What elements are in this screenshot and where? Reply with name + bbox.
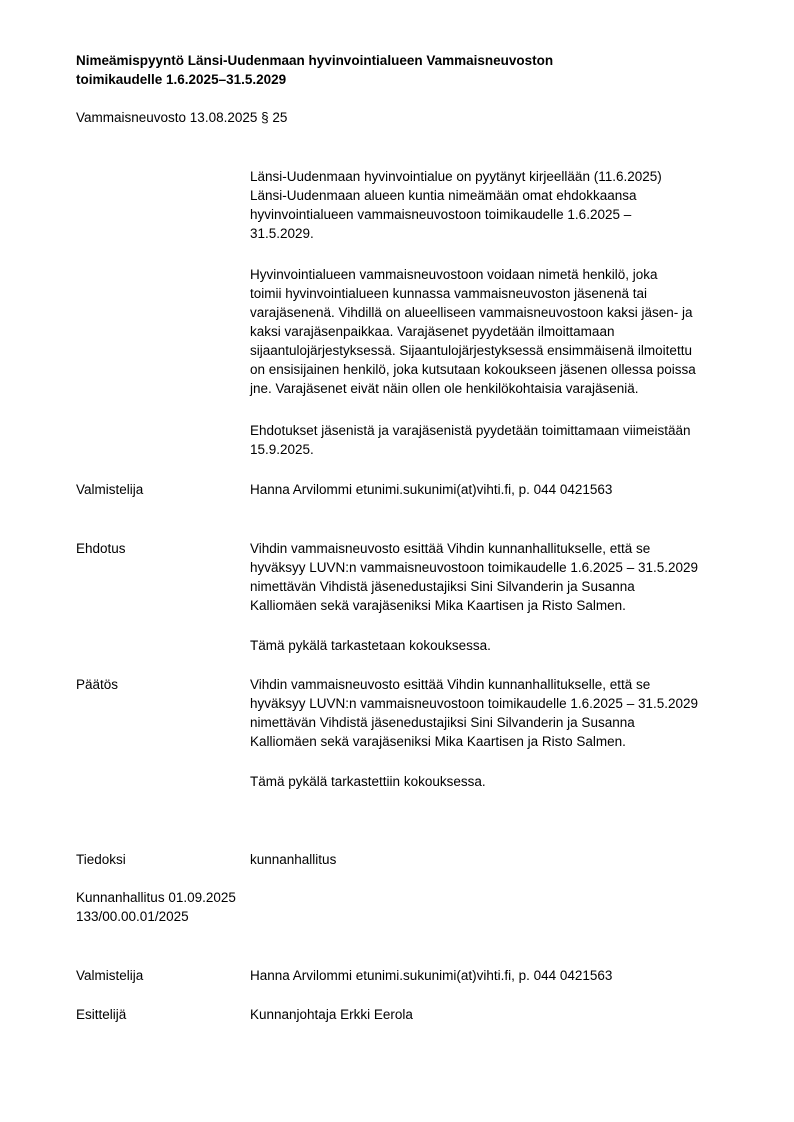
text-line: Ehdotukset jäsenistä ja varajäsenistä pyydetään toimittamaan viimeistään (250, 423, 691, 438)
text-line: Kalliomäen sekä varajäseniksi Mika Kaartisen ja Risto Salmen. (250, 598, 626, 613)
kunnanhallitus-reference (76, 888, 236, 926)
text-line: on ensisijainen henkilö, joka kutsutaan kokoukseen jäsenen ollessa poissa (250, 362, 696, 377)
text-line: Kalliomäen sekä varajäseniksi Mika Kaartisen ja Risto Salmen. (250, 734, 626, 749)
title-line: Nimeämispyyntö Länsi-Uudenmaan hyvinvointialueen Vammaisneuvoston (76, 53, 554, 68)
esittelija-label: Esittelijä (76, 1007, 127, 1022)
title-line: toimikaudelle 1.6.2025–31.5.2029 (76, 72, 287, 87)
document-title (76, 51, 553, 89)
text-line: hyväksyy LUVN:n vammaisneuvostoon toimikaudelle 1.6.2025 – 31.5.2029 (250, 696, 699, 711)
ehdotus-text (250, 539, 698, 615)
ehdotus-note: Tämä pykälä tarkastetaan kokouksessa. (250, 638, 491, 653)
valmistelija-value: Hanna Arvilommi etunimi.sukunimi(at)vihti.fi, p. 044 0421563 (250, 482, 613, 497)
intro-paragraph-1 (250, 167, 662, 243)
ehdotus-label: Ehdotus (76, 541, 126, 556)
text-line: varajäsenenä. Vihdillä on alueelliseen vammaisneuvostoon kaksi jäsen- ja (250, 305, 693, 320)
text-line: Kunnanhallitus 01.09.2025 (76, 890, 236, 905)
text-line: Länsi-Uudenmaan hyvinvointialue on pyytänyt kirjeellään (11.6.2025) (250, 169, 662, 184)
paatos-label: Päätös (76, 677, 119, 692)
text-line: toimii hyvinvointialueen kunnassa vammaisneuvoston jäsenenä tai (250, 286, 647, 301)
text-line: kaksi varajäsenpaikkaa. Varajäsenet pyydetään ilmoittamaan (250, 324, 615, 339)
tiedoksi-label: Tiedoksi (76, 852, 126, 867)
text-line: hyvinvointialueen vammaisneuvostoon toimikaudelle 1.6.2025 – (250, 207, 632, 222)
text-line: 133/00.00.01/2025 (76, 909, 189, 924)
text-line: hyväksyy LUVN:n vammaisneuvostoon toimikaudelle 1.6.2025 – 31.5.2029 (250, 560, 699, 575)
text-line: Länsi-Uudenmaan alueen kuntia nimeämään omat ehdokkaansa (250, 188, 637, 203)
text-line: 31.5.2029. (250, 226, 314, 241)
valmistelija-label: Valmistelija (76, 482, 144, 497)
intro-paragraph-3 (250, 421, 691, 459)
text-line: sijaantulojärjestyksessä. Sijaantulojärjestyksessä ensimmäisenä ilmoitettu (250, 343, 692, 358)
text-line: Vihdin vammaisneuvosto esittää Vihdin kunnanhallitukselle, että se (250, 541, 651, 556)
text-line: Vihdin vammaisneuvosto esittää Vihdin kunnanhallitukselle, että se (250, 677, 651, 692)
text-line: jne. Varajäsenet eivät näin ollen ole henkilökohtaisia varajäseniä. (250, 381, 639, 396)
paatos-text (250, 675, 698, 751)
text-line: Hyvinvointialueen vammaisneuvostoon voidaan nimetä henkilö, joka (250, 267, 658, 282)
valmistelija-value: Hanna Arvilommi etunimi.sukunimi(at)vihti.fi, p. 044 0421563 (250, 968, 613, 983)
valmistelija-label: Valmistelija (76, 968, 144, 983)
text-line: nimettävän Vihdistä jäsenedustajiksi Sini Silvanderin ja Susanna (250, 579, 635, 594)
text-line: 15.9.2025. (250, 442, 314, 457)
esittelija-value: Kunnanjohtaja Erkki Eerola (250, 1007, 413, 1022)
tiedoksi-value: kunnanhallitus (250, 852, 337, 867)
intro-paragraph-2 (250, 265, 696, 398)
text-line: nimettävän Vihdistä jäsenedustajiksi Sini Silvanderin ja Susanna (250, 715, 635, 730)
paatos-note: Tämä pykälä tarkastettiin kokouksessa. (250, 774, 486, 789)
meeting-reference: Vammaisneuvosto 13.08.2025 § 25 (76, 110, 288, 125)
